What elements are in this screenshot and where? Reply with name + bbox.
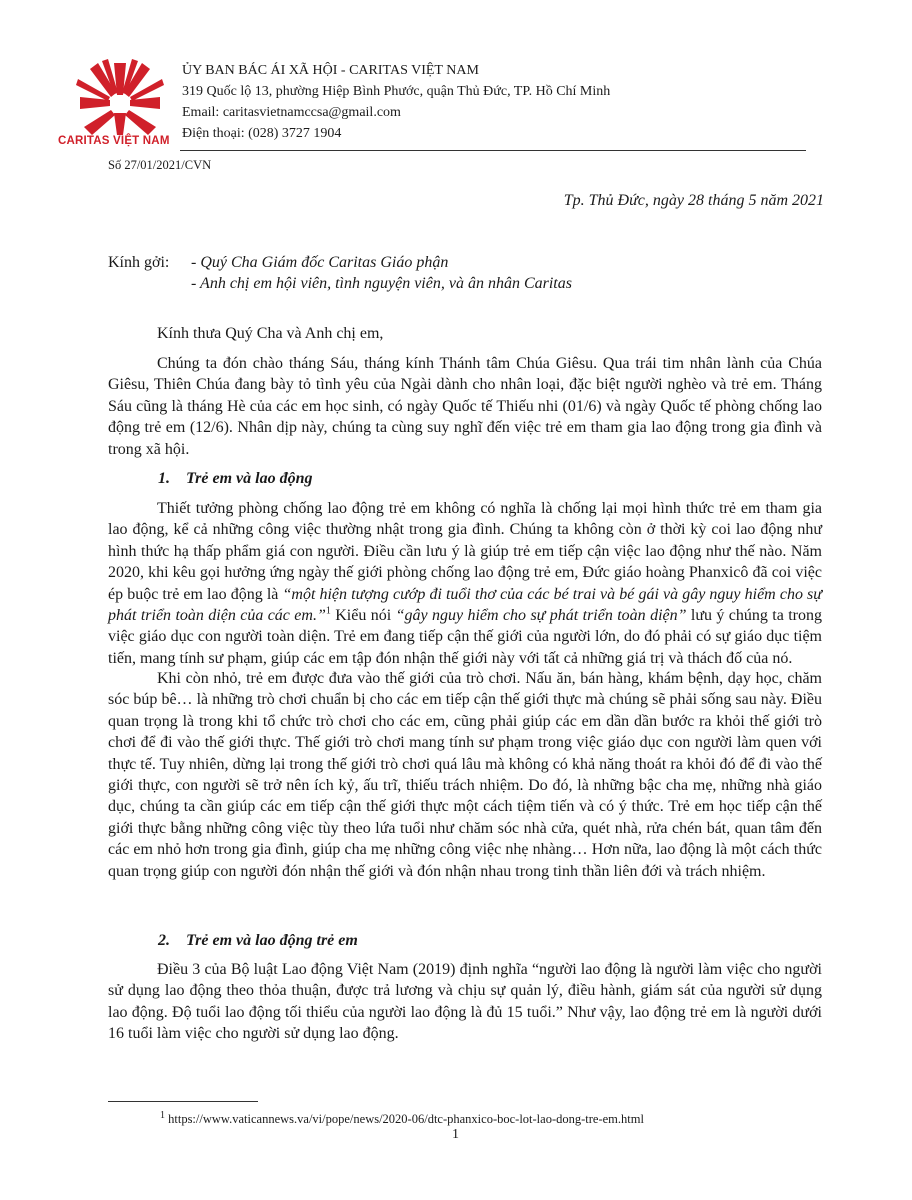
date-line: Tp. Thủ Đức, ngày 28 tháng 5 năm 2021: [563, 192, 824, 209]
recipient-line-1: - Quý Cha Giám đốc Caritas Giáo phận: [191, 254, 449, 271]
section-2-heading: [158, 932, 358, 950]
footnote-divider: [108, 1101, 258, 1102]
org-phone: Điện thoại: (028) 3727 1904: [182, 126, 342, 141]
section-1-title: Trẻ em và lao động: [186, 470, 313, 487]
reference-number: Số 27/01/2021/CVN: [108, 158, 212, 172]
section-2-number: 2.: [158, 932, 170, 949]
org-email: Email: caritasvietnamccsa@gmail.com: [182, 105, 401, 120]
logo-caption: CARITAS VIỆT NAM: [58, 135, 170, 147]
section-1-paragraph-2: Khi còn nhỏ, trẻ em được đưa vào thế giới của trò chơi. Nấu ăn, bán hàng, khám bệnh, dạy học, chăm sóc búp bê… là những trò chơi chuẩn bị cho các em tiếp cận thế giới thực mà chúng sẽ phải sống sau này. Điều quan trọng là trong khi tổ chức trò chơi cho các em, cũng phải giúp các em dần dần bước ra khỏi thế giới trò chơi để đi vào thế giới thực. Thế giới trò chơi mang tính sư phạm trong việc giáo dục con người làm quen với thực tế. Tuy nhiên, dừng lại trong thế giới trò chơi quá lâu mà không có khả năng thoát ra khỏi đó để đi vào thế giới thực, con người sẽ trở nên ích kỷ, ấu trĩ, thiếu trách nhiệm. Do đó, là những bậc cha mẹ, những nhà giáo dục, chúng ta cần giúp các em tiếp cận thế giới thực một cách tiệm tiến và có ý thức. Trẻ em học tiếp cận thế giới thực bằng những công việc tùy theo lứa tuổi như chăm sóc nhà cửa, quét nhà, rửa chén bát, quan tâm đến các em nhỏ hơn trong gia đình, giúp cha mẹ những công việc nhẹ nhàng… Hơn nữa, lao động là một cách thức quan trọng giúp con người đón nhận thế giới và đón nhận nhau trong tinh thần liên đới và trách nhiệm.: [108, 670, 822, 880]
s1p1-text-b: Kiểu nói: [330, 607, 396, 625]
section-1-number: 1.: [158, 470, 170, 487]
section-2-title: Trẻ em và lao động trẻ em: [186, 932, 358, 949]
greeting: Kính thưa Quý Cha và Anh chị em,: [157, 325, 384, 342]
section-2-paragraph-1: Điều 3 của Bộ luật Lao động Việt Nam (2019) định nghĩa “người lao động là người làm việc cho người sử dụng lao động theo thỏa thuận, được trả lương và chịu sự quản lý, điều hành, giám sát của người sử dụng lao động. Độ tuổi lao động tối thiểu của người lao động là đủ 15 tuổi.” Như vậy, lao động trẻ em là người dưới 16 tuổi làm việc cho người sử dụng lao động.: [108, 961, 822, 1043]
page-number: 1: [452, 1127, 459, 1142]
footnote: [160, 1109, 644, 1127]
section-1-paragraph-1: [108, 498, 822, 669]
org-address: 319 Quốc lộ 13, phường Hiệp Bình Phước, quận Thủ Đức, TP. Hồ Chí Minh: [182, 84, 611, 99]
s1p1-quote-2: “gây nguy hiểm cho sự phát triển toàn diện”: [395, 607, 687, 625]
recipients: [108, 252, 572, 294]
s1p1-text-c: lưu ý chúng ta trong việc giáo dục con người toàn diện. Trẻ em đang tiếp cận thế giới của người lớn, do đó phải có sự giáo dục tiệm tiến, mang tính sư phạm, giúp các em tập đón nhận thế giới này với tất cả những giá trị và thách đố của nó.: [108, 607, 823, 667]
footnote-ref[interactable]: 1: [325, 605, 331, 617]
intro-paragraph: Chúng ta đón chào tháng Sáu, tháng kính Thánh tâm Chúa Giêsu. Qua trái tim nhân lành của Chúa Giêsu, Thiên Chúa đang bày tỏ tình yêu của Ngài dành cho nhân loại, đặc biệt người nghèo và trẻ em. Tháng Sáu cũng là tháng Hè của các em học sinh, có ngày Quốc tế Thiếu nhi (01/6) và ngày Quốc tế phòng chống lao động trẻ em (12/6). Nhân dịp này, chúng ta cùng suy nghĩ đến việc trẻ em tham gia lao động trong gia đình và trong xã hội.: [108, 355, 822, 458]
footnote-url[interactable]: https://www.vaticannews.va/vi/pope/news/2020-06/dtc-phanxico-boc-lot-lao-dong-tre-em.html: [168, 1112, 644, 1126]
recipients-label: Kính gởi:: [108, 254, 170, 271]
recipient-line-2: - Anh chị em hội viên, tình nguyện viên, và ân nhân Caritas: [191, 275, 572, 292]
org-name: ỦY BAN BÁC ÁI XÃ HỘI - CARITAS VIỆT NAM: [182, 63, 479, 78]
s1p1-quote-1: “một hiện tượng cướp đi tuổi thơ của các bé trai và bé gái và gây nguy hiểm cho sự phát triển toàn diện của các em.”: [108, 585, 823, 625]
section-1-heading: [158, 470, 313, 488]
s1p1-text-a: Thiết tưởng phòng chống lao động trẻ em không có nghĩa là chống lại mọi hình thức trẻ em tham gia lao động, kể cả những công việc thường nhật trong gia đình. Chúng ta không còn ở thời kỳ coi lao động như hình thức hạ thấp phẩm giá con người. Điều cần lưu ý là giúp trẻ em tiếp cận việc lao động như thế nào. Năm 2020, khi kêu gọi hưởng ứng ngày thế giới phòng chống lao động trẻ em, Đức giáo hoàng Phanxicô đã coi việc ép buộc trẻ em lao động là: [108, 500, 822, 603]
footnote-mark: 1: [160, 1109, 165, 1121]
header-divider: [180, 150, 806, 151]
org-header: [182, 60, 610, 144]
